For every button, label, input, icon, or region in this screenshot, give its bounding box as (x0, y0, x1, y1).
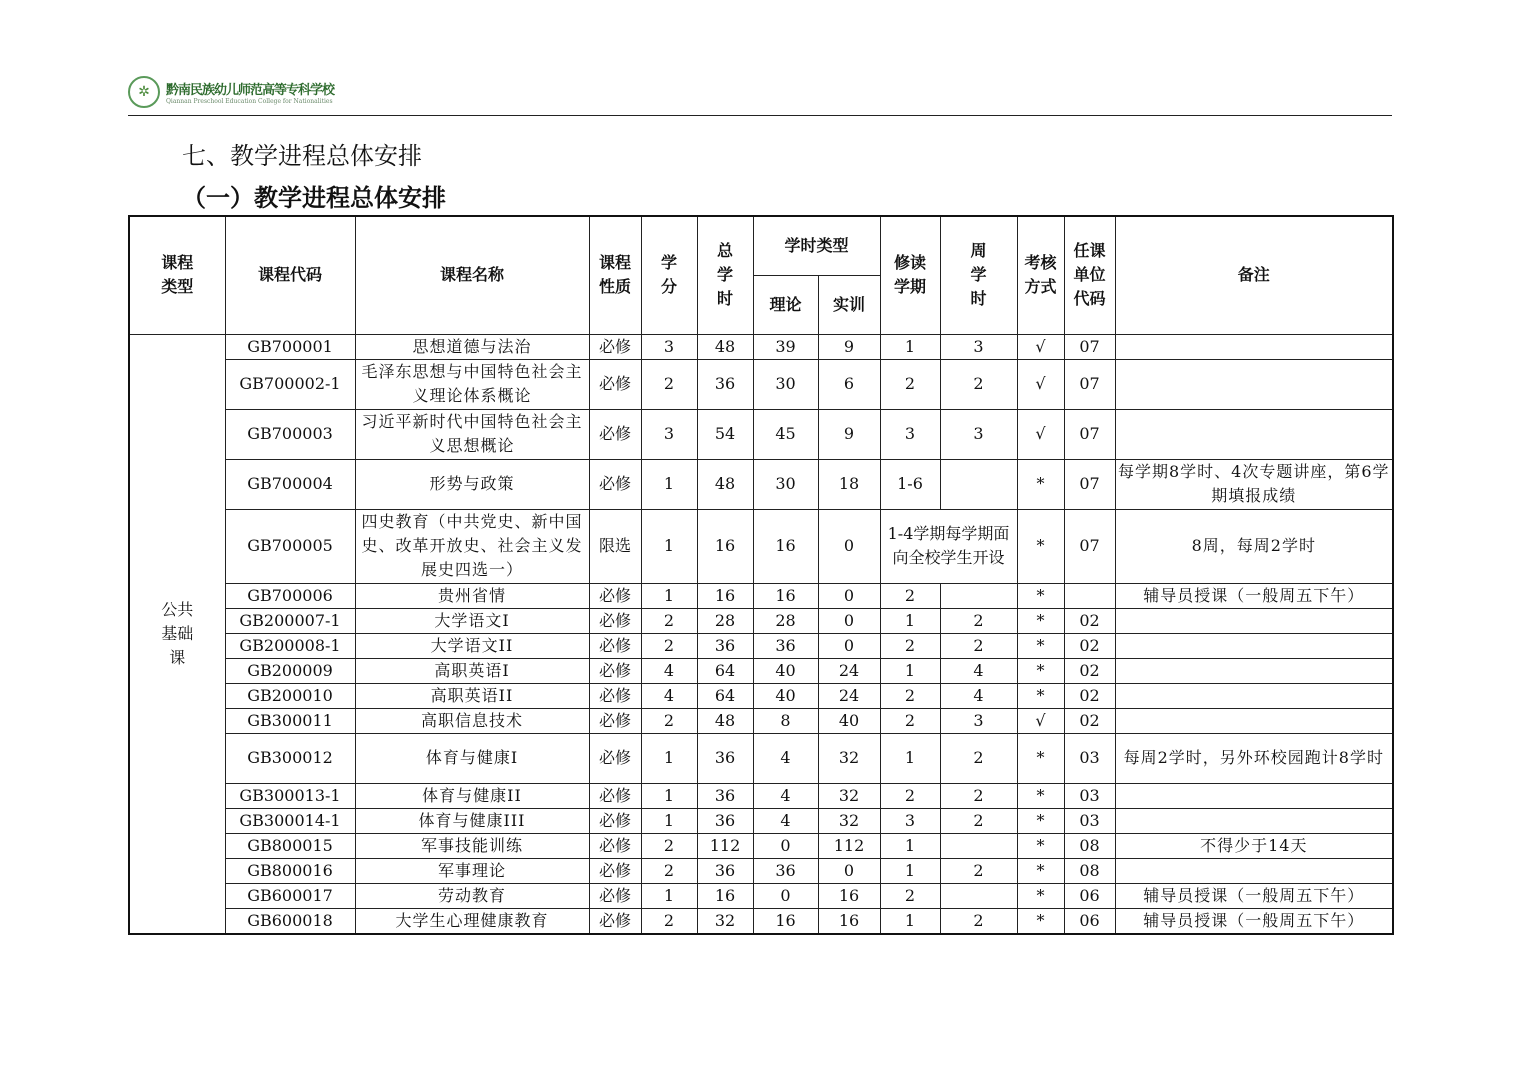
cell-credit: 3 (641, 334, 697, 359)
header-credit: 学分 (641, 216, 697, 334)
cell-term: 2 (880, 583, 940, 608)
cell-unit: 06 (1064, 908, 1115, 934)
cell-name: 大学语文I (355, 608, 589, 633)
cell-practice: 9 (818, 334, 880, 359)
cell-unit: 08 (1064, 833, 1115, 858)
cell-remark (1115, 359, 1393, 409)
cell-remark (1115, 409, 1393, 459)
cell-assess: * (1017, 783, 1064, 808)
cell-nature: 必修 (589, 633, 641, 658)
cell-credit: 2 (641, 359, 697, 409)
cell-unit: 07 (1064, 459, 1115, 509)
cell-code: GB200009 (225, 658, 355, 683)
subsection-heading: （一）教学进程总体安排 (182, 184, 446, 212)
cell-theory: 16 (753, 908, 818, 934)
cell-remark (1115, 858, 1393, 883)
cell-term: 2 (880, 883, 940, 908)
cell-nature: 必修 (589, 833, 641, 858)
cell-weekly: 2 (940, 858, 1017, 883)
cell-nature: 必修 (589, 683, 641, 708)
cell-weekly: 3 (940, 409, 1017, 459)
school-logo (128, 76, 334, 108)
cell-name: 高职英语I (355, 658, 589, 683)
table-row (129, 708, 1393, 733)
cell-assess: √ (1017, 409, 1064, 459)
cell-nature: 必修 (589, 708, 641, 733)
cell-total: 16 (697, 883, 753, 908)
cell-name: 军事理论 (355, 858, 589, 883)
cell-name: 贵州省情 (355, 583, 589, 608)
cell-term: 2 (880, 708, 940, 733)
cell-name: 劳动教育 (355, 883, 589, 908)
cell-theory: 8 (753, 708, 818, 733)
cell-name: 四史教育（中共党史、新中国史、改革开放史、社会主义发展史四选一） (355, 509, 589, 583)
cell-weekly: 4 (940, 658, 1017, 683)
cell-assess: * (1017, 683, 1064, 708)
cell-code: GB700006 (225, 583, 355, 608)
cell-code: GB700004 (225, 459, 355, 509)
cell-remark (1115, 334, 1393, 359)
header-name: 课程名称 (355, 216, 589, 334)
cell-practice: 40 (818, 708, 880, 733)
header-total: 总学时 (697, 216, 753, 334)
cell-total: 36 (697, 733, 753, 783)
cell-practice: 32 (818, 733, 880, 783)
table-row (129, 908, 1393, 934)
table-row (129, 783, 1393, 808)
cell-weekly: 3 (940, 708, 1017, 733)
cell-total: 36 (697, 633, 753, 658)
cell-total: 36 (697, 808, 753, 833)
cell-nature: 必修 (589, 808, 641, 833)
cell-code: GB700002-1 (225, 359, 355, 409)
header-practice: 实训 (818, 275, 880, 334)
cell-term: 1 (880, 658, 940, 683)
cell-code: GB300012 (225, 733, 355, 783)
category-cell: 公共基础课 (129, 334, 225, 934)
header-type: 课程类型 (129, 216, 225, 334)
cell-assess: * (1017, 658, 1064, 683)
cell-weekly: 2 (940, 608, 1017, 633)
cell-total: 32 (697, 908, 753, 934)
cell-code: GB200007-1 (225, 608, 355, 633)
cell-assess: * (1017, 808, 1064, 833)
cell-unit: 03 (1064, 783, 1115, 808)
cell-theory: 4 (753, 808, 818, 833)
cell-code: GB700005 (225, 509, 355, 583)
cell-theory: 39 (753, 334, 818, 359)
cell-total: 48 (697, 708, 753, 733)
table-row (129, 858, 1393, 883)
school-seal-icon: ✲ (128, 76, 160, 108)
table-row (129, 334, 1393, 359)
cell-code: GB800015 (225, 833, 355, 858)
cell-unit: 02 (1064, 683, 1115, 708)
cell-term: 2 (880, 359, 940, 409)
cell-total: 48 (697, 334, 753, 359)
cell-nature: 必修 (589, 908, 641, 934)
cell-total: 36 (697, 858, 753, 883)
header-weekly: 周学时 (940, 216, 1017, 334)
header-remark: 备注 (1115, 216, 1393, 334)
cell-remark: 辅导员授课（一般周五下午） (1115, 908, 1393, 934)
cell-assess: * (1017, 733, 1064, 783)
cell-unit: 06 (1064, 883, 1115, 908)
cell-weekly: 2 (940, 733, 1017, 783)
cell-name: 体育与健康I (355, 733, 589, 783)
cell-theory: 16 (753, 583, 818, 608)
table-row (129, 583, 1393, 608)
cell-total: 112 (697, 833, 753, 858)
cell-nature: 限选 (589, 509, 641, 583)
cell-unit: 07 (1064, 409, 1115, 459)
cell-theory: 36 (753, 858, 818, 883)
cell-code: GB300011 (225, 708, 355, 733)
cell-unit (1064, 583, 1115, 608)
cell-remark: 辅导员授课（一般周五下午） (1115, 883, 1393, 908)
cell-credit: 2 (641, 833, 697, 858)
cell-assess: * (1017, 459, 1064, 509)
cell-nature: 必修 (589, 783, 641, 808)
cell-practice: 9 (818, 409, 880, 459)
cell-remark: 不得少于14天 (1115, 833, 1393, 858)
cell-credit: 2 (641, 908, 697, 934)
cell-practice: 18 (818, 459, 880, 509)
cell-remark: 8周，每周2学时 (1115, 509, 1393, 583)
logo-name-cn: 黔南民族幼儿师范高等专科学校 (166, 83, 335, 98)
table-row (129, 459, 1393, 509)
cell-theory: 45 (753, 409, 818, 459)
cell-weekly (940, 883, 1017, 908)
header-assess: 考核方式 (1017, 216, 1064, 334)
cell-credit: 1 (641, 459, 697, 509)
section-heading: 七、教学进程总体安排 (182, 142, 422, 170)
cell-term: 2 (880, 783, 940, 808)
cell-name: 体育与健康II (355, 783, 589, 808)
cell-assess: √ (1017, 708, 1064, 733)
cell-unit: 08 (1064, 858, 1115, 883)
cell-assess: √ (1017, 334, 1064, 359)
cell-code: GB300013-1 (225, 783, 355, 808)
cell-unit: 02 (1064, 633, 1115, 658)
table-row (129, 808, 1393, 833)
cell-assess: * (1017, 908, 1064, 934)
header-term: 修读学期 (880, 216, 940, 334)
cell-name: 高职英语II (355, 683, 589, 708)
cell-assess: * (1017, 858, 1064, 883)
cell-code: GB600017 (225, 883, 355, 908)
cell-remark: 辅导员授课（一般周五下午） (1115, 583, 1393, 608)
cell-total: 36 (697, 783, 753, 808)
cell-theory: 4 (753, 733, 818, 783)
cell-weekly: 2 (940, 808, 1017, 833)
cell-remark: 每周2学时，另外环校园跑计8学时 (1115, 733, 1393, 783)
cell-total: 54 (697, 409, 753, 459)
header-rule (128, 115, 1392, 116)
cell-nature: 必修 (589, 858, 641, 883)
cell-practice: 16 (818, 908, 880, 934)
cell-credit: 2 (641, 608, 697, 633)
cell-credit: 2 (641, 858, 697, 883)
cell-total: 64 (697, 683, 753, 708)
cell-total: 48 (697, 459, 753, 509)
table-row (129, 633, 1393, 658)
cell-credit: 1 (641, 733, 697, 783)
cell-name: 思想道德与法治 (355, 334, 589, 359)
cell-remark (1115, 658, 1393, 683)
cell-unit: 02 (1064, 708, 1115, 733)
cell-credit: 4 (641, 658, 697, 683)
cell-unit: 07 (1064, 509, 1115, 583)
cell-assess: √ (1017, 359, 1064, 409)
cell-credit: 1 (641, 808, 697, 833)
cell-weekly: 2 (940, 359, 1017, 409)
cell-nature: 必修 (589, 359, 641, 409)
cell-theory: 0 (753, 883, 818, 908)
cell-code: GB300014-1 (225, 808, 355, 833)
cell-nature: 必修 (589, 658, 641, 683)
cell-credit: 2 (641, 633, 697, 658)
cell-term: 1 (880, 733, 940, 783)
cell-theory: 28 (753, 608, 818, 633)
cell-practice: 16 (818, 883, 880, 908)
cell-term: 2 (880, 633, 940, 658)
cell-term: 1 (880, 908, 940, 934)
cell-term: 1 (880, 858, 940, 883)
table-row (129, 509, 1393, 583)
cell-practice: 0 (818, 633, 880, 658)
cell-nature: 必修 (589, 459, 641, 509)
cell-assess: * (1017, 509, 1064, 583)
cell-credit: 4 (641, 683, 697, 708)
cell-weekly: 4 (940, 683, 1017, 708)
cell-credit: 3 (641, 409, 697, 459)
header-code: 课程代码 (225, 216, 355, 334)
cell-name: 大学生心理健康教育 (355, 908, 589, 934)
cell-theory: 40 (753, 658, 818, 683)
cell-name: 毛泽东思想与中国特色社会主义理论体系概论 (355, 359, 589, 409)
cell-credit: 1 (641, 583, 697, 608)
cell-term: 2 (880, 683, 940, 708)
cell-credit: 1 (641, 509, 697, 583)
cell-total: 16 (697, 583, 753, 608)
cell-nature: 必修 (589, 733, 641, 783)
cell-credit: 2 (641, 708, 697, 733)
cell-term: 3 (880, 409, 940, 459)
table-row (129, 833, 1393, 858)
curriculum-table (128, 215, 1394, 935)
cell-term: 1 (880, 334, 940, 359)
table-row (129, 608, 1393, 633)
cell-practice: 0 (818, 509, 880, 583)
cell-name: 形势与政策 (355, 459, 589, 509)
table-row (129, 409, 1393, 459)
cell-code: GB700001 (225, 334, 355, 359)
cell-total: 36 (697, 359, 753, 409)
cell-nature: 必修 (589, 883, 641, 908)
cell-name: 大学语文II (355, 633, 589, 658)
cell-remark (1115, 608, 1393, 633)
cell-theory: 16 (753, 509, 818, 583)
cell-total: 28 (697, 608, 753, 633)
table-row (129, 658, 1393, 683)
cell-nature: 必修 (589, 583, 641, 608)
cell-remark (1115, 808, 1393, 833)
cell-assess: * (1017, 633, 1064, 658)
cell-assess: * (1017, 583, 1064, 608)
cell-credit: 1 (641, 883, 697, 908)
cell-term: 3 (880, 808, 940, 833)
cell-practice: 112 (818, 833, 880, 858)
cell-assess: * (1017, 608, 1064, 633)
cell-practice: 24 (818, 658, 880, 683)
cell-name: 体育与健康III (355, 808, 589, 833)
cell-practice: 24 (818, 683, 880, 708)
cell-code: GB600018 (225, 908, 355, 934)
cell-weekly (940, 459, 1017, 509)
table-row (129, 733, 1393, 783)
header-hours-type: 学时类型 (753, 216, 880, 275)
cell-unit: 03 (1064, 808, 1115, 833)
cell-term: 1 (880, 833, 940, 858)
cell-practice: 32 (818, 783, 880, 808)
header-theory: 理论 (753, 275, 818, 334)
cell-remark: 每学期8学时、4次专题讲座，第6学期填报成绩 (1115, 459, 1393, 509)
table-row (129, 683, 1393, 708)
cell-practice: 0 (818, 858, 880, 883)
cell-theory: 4 (753, 783, 818, 808)
table-row (129, 359, 1393, 409)
cell-name: 习近平新时代中国特色社会主义思想概论 (355, 409, 589, 459)
cell-code: GB200008-1 (225, 633, 355, 658)
cell-term: 1-6 (880, 459, 940, 509)
cell-practice: 6 (818, 359, 880, 409)
cell-unit: 07 (1064, 359, 1115, 409)
cell-assess: * (1017, 883, 1064, 908)
cell-theory: 40 (753, 683, 818, 708)
cell-weekly: 3 (940, 334, 1017, 359)
cell-theory: 36 (753, 633, 818, 658)
cell-term: 1 (880, 608, 940, 633)
cell-name: 军事技能训练 (355, 833, 589, 858)
cell-theory: 30 (753, 459, 818, 509)
cell-nature: 必修 (589, 608, 641, 633)
table-row (129, 883, 1393, 908)
cell-term: 1-4学期每学期面向全校学生开设 (880, 509, 1017, 583)
cell-name: 高职信息技术 (355, 708, 589, 733)
cell-weekly (940, 833, 1017, 858)
cell-weekly: 2 (940, 908, 1017, 934)
cell-assess: * (1017, 833, 1064, 858)
cell-weekly: 2 (940, 633, 1017, 658)
cell-nature: 必修 (589, 409, 641, 459)
cell-unit: 07 (1064, 334, 1115, 359)
cell-credit: 1 (641, 783, 697, 808)
cell-code: GB800016 (225, 858, 355, 883)
cell-remark (1115, 633, 1393, 658)
header-unit: 任课单位代码 (1064, 216, 1115, 334)
cell-weekly (940, 583, 1017, 608)
cell-theory: 0 (753, 833, 818, 858)
cell-remark (1115, 783, 1393, 808)
cell-unit: 02 (1064, 658, 1115, 683)
cell-weekly: 2 (940, 783, 1017, 808)
cell-remark (1115, 708, 1393, 733)
cell-nature: 必修 (589, 334, 641, 359)
header-nature: 课程性质 (589, 216, 641, 334)
cell-practice: 32 (818, 808, 880, 833)
cell-total: 16 (697, 509, 753, 583)
cell-remark (1115, 683, 1393, 708)
cell-unit: 03 (1064, 733, 1115, 783)
cell-total: 64 (697, 658, 753, 683)
cell-code: GB700003 (225, 409, 355, 459)
cell-unit: 02 (1064, 608, 1115, 633)
cell-theory: 30 (753, 359, 818, 409)
cell-practice: 0 (818, 608, 880, 633)
cell-practice: 0 (818, 583, 880, 608)
logo-name-en: Qiannan Preschool Education College for Nationalities (166, 98, 333, 105)
cell-code: GB200010 (225, 683, 355, 708)
